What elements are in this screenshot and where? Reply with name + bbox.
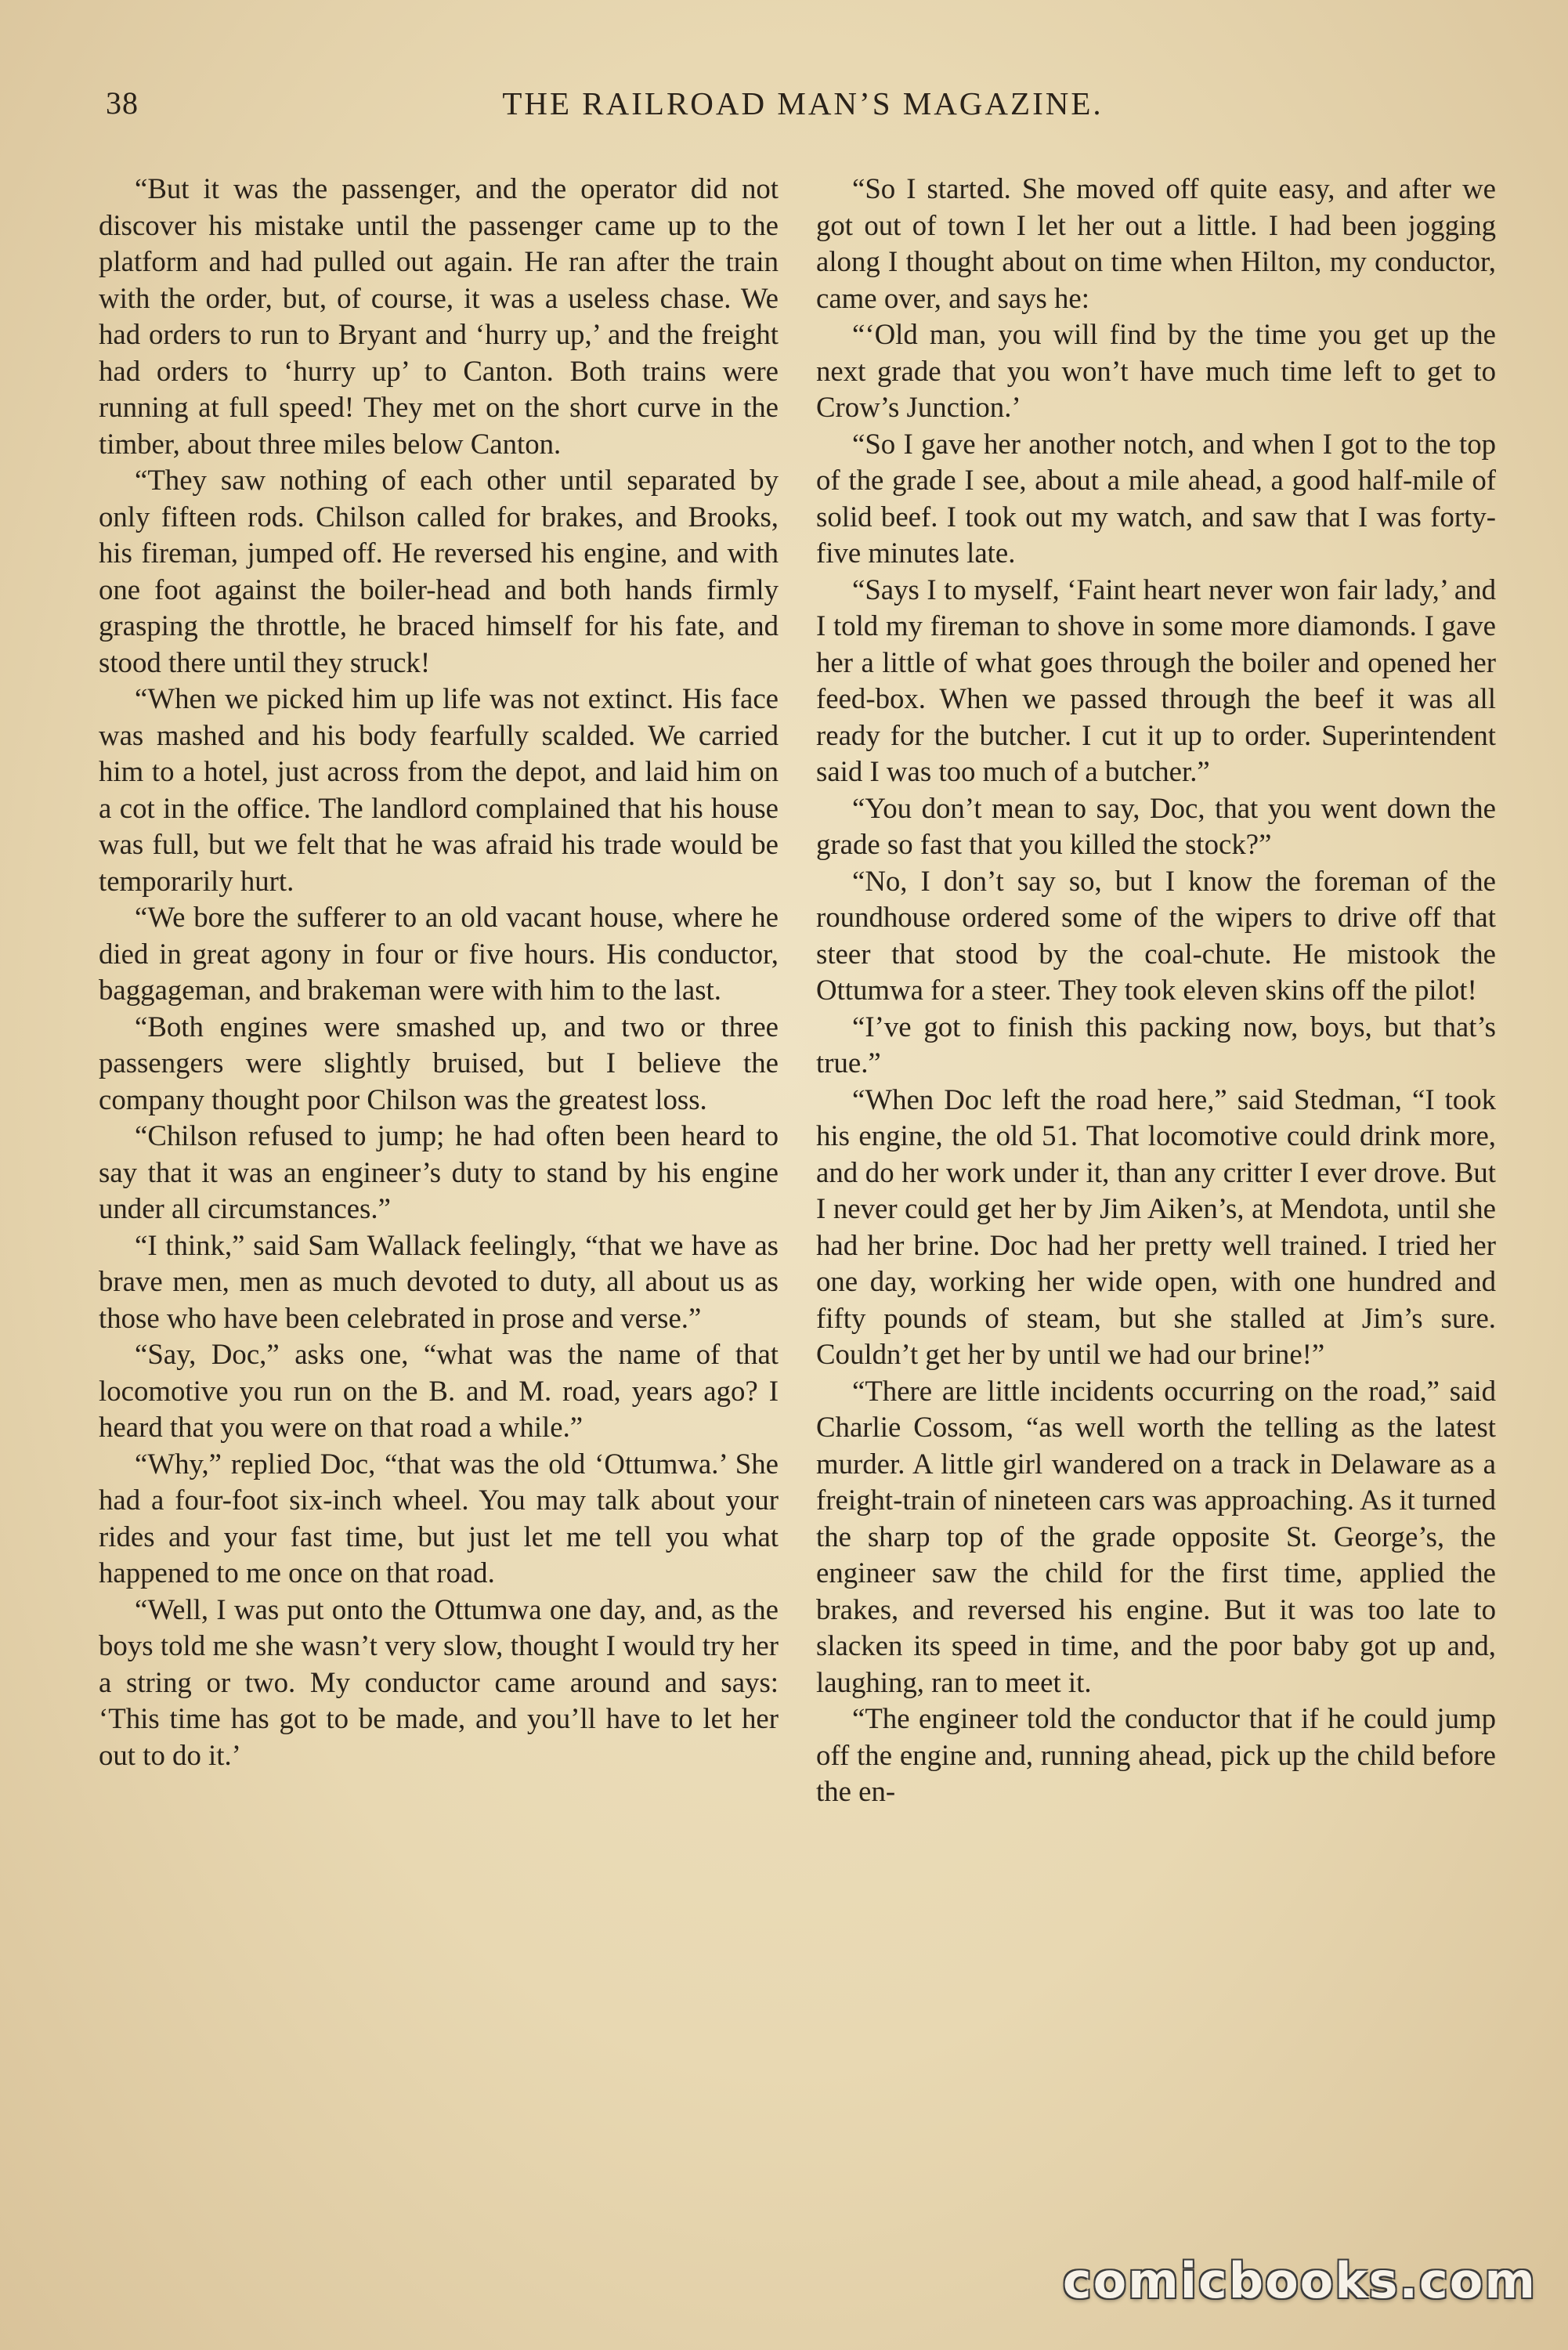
paragraph: “Well, I was put onto the Ottumwa one day, and, as the boys told me she wasn’t very slow, thought I would try her a string or two. My conductor came around and says: ‘This time has got to be made, and you’ll have to let her out to do it.’ <box>99 1593 779 1771</box>
paragraph: “We bore the sufferer to an old vacant house, where he died in great agony in four or five hours. His conductor, baggageman, and brakeman were with him to the last. <box>99 901 779 1006</box>
paragraph: “So I gave her another notch, and when I got to the top of the grade I see, about a mile ahead, a good half-mile of solid beef. I took out my watch, and saw that I was forty-five minutes late. <box>816 427 1496 569</box>
paragraph: “Chilson refused to jump; he had often been heard to say that it was an engineer’s duty to stand by his engine under all circumstances.” <box>99 1119 779 1224</box>
running-title: THE RAILROAD MAN’S MAGAZINE. <box>502 85 1104 121</box>
paragraph: “‘Old man, you will find by the time you get up the next grade that you won’t have much time left to get to Crow’s Junction.’ <box>816 318 1496 423</box>
paragraph: “The engineer told the conductor that if he could jump off the engine and, running ahead, pick up the child before the en- <box>816 1702 1496 1807</box>
paragraph: “Both engines were smashed up, and two or three passengers were slightly bruised, but I believe the company thought poor Chilson was the greatest loss. <box>99 1010 779 1115</box>
paragraph: “When Doc left the road here,” said Stedman, “I took his engine, the old 51. That locomotive could drink more, and do her work under it, than any critter I ever drove. But I never could get her by Jim Aiken’s, at Mendota, until she had her brine. Doc had her pretty well trained. I tried her one day, working her wide open, with one hundred and fifty pounds of steam, but she stalled at Jim’s sure. Couldn’t get her by until we had our brine!” <box>816 1083 1496 1370</box>
paragraph: “There are little incidents occurring on the road,” said Charlie Cossom, “as well worth the telling as the latest murder. A little girl wandered on a track in Delaware as a freight-train of nineteen cars was approaching. As it turned the sharp top of the grade opposite St. George’s, the engineer saw the child for the first time, applied the brakes, and reversed his engine. But it was too late to slacken its speed in time, and the poor baby got up and, laughing, ran to meet it. <box>816 1374 1496 1698</box>
paragraph: “I’ve got to finish this packing now, boys, but that’s true.” <box>816 1010 1496 1079</box>
right-column <box>816 171 1496 1810</box>
paragraph: “When we picked him up life was not extinct. His face was mashed and his body fearfully scalded. We carried him to a hotel, just across from the depot, and laid him on a cot in the office. The landlord complained that his house was full, but we felt that he was afraid his trade would be temporarily hurt. <box>99 682 779 897</box>
paragraph: “Say, Doc,” asks one, “what was the name of that locomotive you run on the B. and M. road, years ago? I heard that you were on that road a while.” <box>99 1338 779 1443</box>
paragraph: “Says I to myself, ‘Faint heart never won fair lady,’ and I told my fireman to shove in some more diamonds. I gave her a little of what goes through the boiler and opened her feed-box. When we passed through the beef it was all ready for the butcher. I cut it up to order. Superintendent said I was too much of a butcher.” <box>816 573 1496 787</box>
paragraph: “Why,” replied Doc, “that was the old ‘Ottumwa.’ She had a four-foot six-inch wheel. You may talk about your rides and your fast time, but just let me tell you what happened to me once on that road. <box>99 1447 779 1589</box>
paragraph: “But it was the passenger, and the operator did not discover his mistake until the passenger came up to the platform and had pulled out again. He ran after the train with the order, but, of course, it was a useless chase. We had orders to run to Bryant and ‘hurry up,’ and the freight had orders to ‘hurry up’ to Canton. Both trains were running at full speed! They met on the short curve in the timber, about three miles below Canton. <box>99 172 779 460</box>
page-number: 38 <box>106 85 139 121</box>
watermark-logo: comicbooks.com <box>1062 2252 1537 2309</box>
paragraph: “You don’t mean to say, Doc, that you went down the grade so fast that you killed the stock?” <box>816 791 1496 860</box>
paragraph: “They saw nothing of each other until separated by only fifteen rods. Chilson called for brakes, and Brooks, his fireman, jumped off. He reversed his engine, and with one foot against the boiler-head and both hands firmly grasping the throttle, he braced himself for his fate, and stood there until they struck! <box>99 464 779 678</box>
paragraph: “No, I don’t say so, but I know the foreman of the roundhouse ordered some of the wipers to drive off that steer that stood by the coal-chute. He mistook the Ottumwa for a steer. They took eleven skins off the pilot! <box>816 864 1496 1006</box>
paragraph: “I think,” said Sam Wallack feelingly, “that we have as brave men, men as much devoted to duty, all about us as those who have been celebrated in prose and verse.” <box>99 1228 779 1334</box>
left-column <box>99 171 779 1773</box>
paragraph: “So I started. She moved off quite easy, and after we got out of town I let her out a little. I had been jogging along I thought about on time when Hilton, my conductor, came over, and says he: <box>816 172 1496 314</box>
page-header <box>106 85 1500 132</box>
